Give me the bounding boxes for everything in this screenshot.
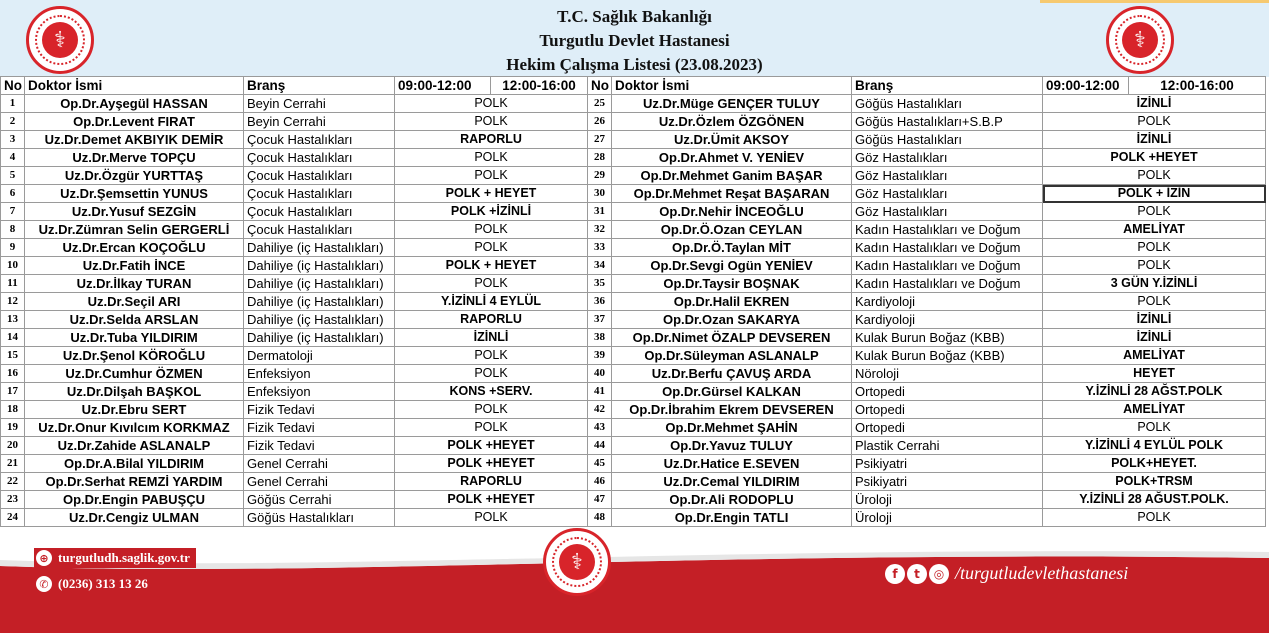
status-cell[interactable]: RAPORLU (395, 473, 588, 491)
status-cell[interactable]: POLK +HEYET (1043, 149, 1266, 167)
row-number[interactable]: 34 (588, 257, 612, 275)
status-cell[interactable]: POLK (1043, 113, 1266, 131)
status-cell[interactable]: POLK (1043, 509, 1266, 527)
social-links (885, 563, 1128, 584)
facebook-icon[interactable]: f (885, 564, 905, 584)
branch-name[interactable]: Fizik Tedavi (244, 437, 395, 455)
row-number[interactable]: 1 (1, 95, 25, 113)
status-cell[interactable]: İZİNLİ (395, 329, 588, 347)
row-number[interactable]: 45 (588, 455, 612, 473)
row-number[interactable]: 9 (1, 239, 25, 257)
status-cell-selected[interactable]: POLK + İZİN (1043, 185, 1266, 203)
table-row (1, 203, 1266, 221)
doctor-name[interactable]: Uz.Dr.Cemal YILDIRIM (612, 473, 852, 491)
row-number[interactable]: 17 (1, 383, 25, 401)
branch-name[interactable]: Göğüs Hastalıkları (852, 131, 1043, 149)
doctor-name[interactable]: Uz.Dr.Şenol KÖROĞLU (25, 347, 244, 365)
doctor-name[interactable]: Op.Dr.Nimet ÖZALP DEVSEREN (612, 329, 852, 347)
doctor-name[interactable]: Op.Dr.İbrahim Ekrem DEVSEREN (612, 401, 852, 419)
branch-name[interactable]: Göğüs Hastalıkları (852, 95, 1043, 113)
status-cell[interactable]: RAPORLU (395, 131, 588, 149)
table-row (1, 221, 1266, 239)
row-number[interactable]: 16 (1, 365, 25, 383)
status-cell[interactable]: AMELİYAT (1043, 221, 1266, 239)
row-number[interactable]: 4 (1, 149, 25, 167)
status-cell[interactable]: POLK (395, 221, 588, 239)
row-number[interactable]: 38 (588, 329, 612, 347)
doctor-name[interactable]: Uz.Dr.Berfu ÇAVUŞ ARDA (612, 365, 852, 383)
status-cell[interactable]: POLK (1043, 239, 1266, 257)
table-row (1, 383, 1266, 401)
table-row (1, 257, 1266, 275)
table-row (1, 509, 1266, 527)
row-number[interactable]: 12 (1, 293, 25, 311)
row-number[interactable]: 28 (588, 149, 612, 167)
branch-name[interactable]: Ortopedi (852, 401, 1043, 419)
twitter-icon[interactable]: t (907, 564, 927, 584)
caduceus-icon: ⚕ (559, 544, 595, 580)
hospital-name: Turgutlu Devlet Hastanesi (539, 31, 730, 50)
col-am[interactable]: 09:00-12:00 (1043, 77, 1129, 95)
doctor-name[interactable]: Uz.Dr.Cumhur ÖZMEN (25, 365, 244, 383)
col-doctor[interactable]: Doktor İsmi (612, 77, 852, 95)
row-number[interactable]: 20 (1, 437, 25, 455)
doctor-name[interactable]: Op.Dr.Engin PABUŞÇU (25, 491, 244, 509)
social-handle[interactable]: /turgutludevlethastanesi (955, 563, 1129, 583)
doctor-name[interactable]: Uz.Dr.Zahide ASLANALP (25, 437, 244, 455)
phone-number[interactable] (34, 574, 154, 594)
row-number[interactable]: 23 (1, 491, 25, 509)
status-cell[interactable]: Y.İZİNLİ 4 EYLÜL (395, 293, 588, 311)
branch-name[interactable]: Psikiyatri (852, 455, 1043, 473)
doctor-name[interactable]: Uz.Dr.Merve TOPÇU (25, 149, 244, 167)
table-row (1, 329, 1266, 347)
table-row (1, 365, 1266, 383)
status-cell[interactable]: HEYET (1043, 365, 1266, 383)
branch-name[interactable]: Genel Cerrahi (244, 455, 395, 473)
status-cell[interactable]: POLK (395, 239, 588, 257)
table-row (1, 293, 1266, 311)
doctor-name[interactable]: Op.Dr.Ahmet V. YENİEV (612, 149, 852, 167)
branch-name[interactable]: Üroloji (852, 491, 1043, 509)
doctor-name[interactable]: Uz.Dr.Ebru SERT (25, 401, 244, 419)
branch-name[interactable]: Çocuk Hastalıkları (244, 203, 395, 221)
doctor-name[interactable]: Op.Dr.Ozan SAKARYA (612, 311, 852, 329)
table-row (1, 239, 1266, 257)
doctor-name[interactable]: Uz.Dr.Özgür YURTTAŞ (25, 167, 244, 185)
table-row (1, 95, 1266, 113)
doctor-name[interactable]: Op.Dr.Levent FIRAT (25, 113, 244, 131)
branch-name[interactable]: Çocuk Hastalıkları (244, 149, 395, 167)
branch-name[interactable]: Kadın Hastalıkları ve Doğum (852, 257, 1043, 275)
phone-icon: ✆ (36, 576, 52, 592)
table-row (1, 473, 1266, 491)
status-cell[interactable]: POLK (395, 419, 588, 437)
branch-name[interactable]: Genel Cerrahi (244, 473, 395, 491)
doctor-name[interactable]: Uz.Dr.Cengiz ULMAN (25, 509, 244, 527)
doctor-name[interactable]: Uz.Dr.Dilşah BAŞKOL (25, 383, 244, 401)
branch-name[interactable]: Kadın Hastalıkları ve Doğum (852, 221, 1043, 239)
status-cell[interactable]: POLK (1043, 203, 1266, 221)
branch-name[interactable]: Dermatoloji (244, 347, 395, 365)
status-cell[interactable]: POLK (1043, 167, 1266, 185)
row-number[interactable]: 10 (1, 257, 25, 275)
status-cell[interactable]: 3 GÜN Y.İZİNLİ (1043, 275, 1266, 293)
table-row (1, 401, 1266, 419)
status-cell[interactable]: İZİNLİ (1043, 311, 1266, 329)
doctor-name[interactable]: Op.Dr.Ayşegül HASSAN (25, 95, 244, 113)
branch-name[interactable]: Nöroloji (852, 365, 1043, 383)
doctor-name[interactable]: Uz.Dr.Seçil ARI (25, 293, 244, 311)
branch-name[interactable]: Kulak Burun Boğaz (KBB) (852, 347, 1043, 365)
doctor-name[interactable]: Uz.Dr.Demet AKBIYIK DEMİR (25, 131, 244, 149)
col-am[interactable]: 09:00-12:00 (395, 77, 491, 95)
branch-name[interactable]: Beyin Cerrahi (244, 95, 395, 113)
doctor-name[interactable]: Op.Dr.Mehmet Ganim BAŞAR (612, 167, 852, 185)
row-number[interactable]: 31 (588, 203, 612, 221)
row-number[interactable]: 36 (588, 293, 612, 311)
doctor-name[interactable]: Op.Dr.Ali RODOPLU (612, 491, 852, 509)
status-cell[interactable]: KONS +SERV. (395, 383, 588, 401)
website-text: turgutludh.saglik.gov.tr (58, 550, 190, 565)
doctor-name[interactable]: Uz.Dr.Şemsettin YUNUS (25, 185, 244, 203)
branch-name[interactable]: Enfeksiyon (244, 383, 395, 401)
doctor-name[interactable]: Uz.Dr.Ümit AKSOY (612, 131, 852, 149)
table-row (1, 491, 1266, 509)
branch-name[interactable]: Göz Hastalıkları (852, 203, 1043, 221)
caduceus-icon: ⚕ (1122, 22, 1158, 58)
row-number[interactable]: 5 (1, 167, 25, 185)
branch-name[interactable]: Kardiyoloji (852, 293, 1043, 311)
doctor-name[interactable]: Op.Dr.Serhat REMZİ YARDIM (25, 473, 244, 491)
row-number[interactable]: 42 (588, 401, 612, 419)
instagram-icon[interactable]: ◎ (929, 564, 949, 584)
status-cell[interactable]: POLK (395, 365, 588, 383)
caduceus-icon: ⚕ (42, 22, 78, 58)
branch-name[interactable]: Çocuk Hastalıkları (244, 167, 395, 185)
branch-name[interactable]: Göz Hastalıkları (852, 185, 1043, 203)
branch-name[interactable]: Çocuk Hastalıkları (244, 131, 395, 149)
status-cell[interactable]: POLK (1043, 257, 1266, 275)
table-row (1, 437, 1266, 455)
branch-name[interactable]: Göz Hastalıkları (852, 149, 1043, 167)
doctor-name[interactable]: Op.Dr.Mehmet ŞAHİN (612, 419, 852, 437)
status-cell[interactable]: POLK (395, 149, 588, 167)
row-number[interactable]: 6 (1, 185, 25, 203)
doctor-name[interactable]: Uz.Dr.Yusuf SEZGİN (25, 203, 244, 221)
table-row (1, 167, 1266, 185)
table-row (1, 275, 1266, 293)
status-cell[interactable]: POLK (1043, 293, 1266, 311)
doctor-name[interactable]: Op.Dr.Süleyman ASLANALP (612, 347, 852, 365)
column-selection-strip (1040, 0, 1269, 3)
branch-name[interactable]: Kulak Burun Boğaz (KBB) (852, 329, 1043, 347)
doctor-name[interactable]: Uz.Dr.Zümran Selin GERGERLİ (25, 221, 244, 239)
list-title: Hekim Çalışma Listesi (23.08.2023) (506, 55, 763, 74)
status-cell[interactable]: POLK (395, 347, 588, 365)
row-number[interactable]: 30 (588, 185, 612, 203)
row-number[interactable]: 25 (588, 95, 612, 113)
status-cell[interactable]: POLK (395, 113, 588, 131)
row-number[interactable]: 8 (1, 221, 25, 239)
table-row (1, 185, 1266, 203)
row-number[interactable]: 18 (1, 401, 25, 419)
branch-name[interactable]: Beyin Cerrahi (244, 113, 395, 131)
row-number[interactable]: 29 (588, 167, 612, 185)
status-cell[interactable]: POLK +HEYET (395, 491, 588, 509)
row-number[interactable]: 37 (588, 311, 612, 329)
status-cell[interactable]: Y.İZİNLİ 28 AĞUST.POLK. (1043, 491, 1266, 509)
doctor-name[interactable]: Op.Dr.Halil EKREN (612, 293, 852, 311)
doctor-name[interactable]: Op.Dr.Mehmet Reşat BAŞARAN (612, 185, 852, 203)
col-branch[interactable]: Branş (852, 77, 1043, 95)
table-row (1, 131, 1266, 149)
row-number[interactable]: 40 (588, 365, 612, 383)
branch-name[interactable]: Dahiliye (iç Hastalıkları) (244, 329, 395, 347)
col-pm[interactable]: 12:00-16:00 (1129, 77, 1266, 95)
status-cell[interactable]: İZİNLİ (1043, 131, 1266, 149)
branch-name[interactable]: Plastik Cerrahi (852, 437, 1043, 455)
doctor-name[interactable]: Op.Dr.Gürsel KALKAN (612, 383, 852, 401)
ministry-title: T.C. Sağlık Bakanlığı (557, 7, 712, 26)
doctor-name[interactable]: Op.Dr.Taysir BOŞNAK (612, 275, 852, 293)
doctor-name[interactable]: Op.Dr.Ö.Ozan CEYLAN (612, 221, 852, 239)
row-number[interactable]: 26 (588, 113, 612, 131)
branch-name[interactable]: Fizik Tedavi (244, 419, 395, 437)
branch-name[interactable]: Psikiyatri (852, 473, 1043, 491)
table-row (1, 149, 1266, 167)
row-number[interactable]: 27 (588, 131, 612, 149)
table-row (1, 113, 1266, 131)
status-cell[interactable]: Y.İZİNLİ 28 AĞST.POLK (1043, 383, 1266, 401)
status-cell[interactable]: POLK (1043, 419, 1266, 437)
row-number[interactable]: 15 (1, 347, 25, 365)
doctor-name[interactable]: Uz.Dr.Ercan KOÇOĞLU (25, 239, 244, 257)
branch-name[interactable]: Dahiliye (iç Hastalıkları) (244, 257, 395, 275)
status-cell[interactable]: İZİNLİ (1043, 95, 1266, 113)
row-number[interactable]: 14 (1, 329, 25, 347)
status-cell[interactable]: RAPORLU (395, 311, 588, 329)
doctor-name[interactable]: Op.Dr.Yavuz TULUY (612, 437, 852, 455)
row-number[interactable]: 2 (1, 113, 25, 131)
status-cell[interactable]: İZİNLİ (1043, 329, 1266, 347)
branch-name[interactable]: Göğüs Hastalıkları (244, 509, 395, 527)
status-cell[interactable]: POLK +HEYET (395, 437, 588, 455)
branch-name[interactable]: Ortopedi (852, 419, 1043, 437)
col-doctor[interactable]: Doktor İsmi (25, 77, 244, 95)
branch-name[interactable]: Üroloji (852, 509, 1043, 527)
doctor-name[interactable]: Op.Dr.Sevgi Ogün YENİEV (612, 257, 852, 275)
row-number[interactable]: 7 (1, 203, 25, 221)
table-row (1, 419, 1266, 437)
globe-icon: ⊕ (36, 550, 52, 566)
row-number[interactable]: 41 (588, 383, 612, 401)
branch-name[interactable]: Fizik Tedavi (244, 401, 395, 419)
col-pm[interactable]: 12:00-16:00 (491, 77, 588, 95)
branch-name[interactable]: Dahiliye (iç Hastalıkları) (244, 275, 395, 293)
status-cell[interactable]: POLK + HEYET (395, 185, 588, 203)
website-link[interactable] (34, 548, 196, 568)
table-row (1, 455, 1266, 473)
doctor-name[interactable]: Uz.Dr.Tuba YILDIRIM (25, 329, 244, 347)
doctor-name[interactable]: Op.Dr.Engin TATLI (612, 509, 852, 527)
status-cell[interactable]: POLK (395, 275, 588, 293)
doctor-name[interactable]: Op.Dr.Nehir İNCEOĞLU (612, 203, 852, 221)
status-cell[interactable]: POLK+TRSM (1043, 473, 1266, 491)
row-number[interactable]: 33 (588, 239, 612, 257)
status-cell[interactable]: POLK (395, 509, 588, 527)
row-number[interactable]: 46 (588, 473, 612, 491)
table-header-row (1, 77, 1266, 95)
row-number[interactable]: 47 (588, 491, 612, 509)
doctor-name[interactable]: Uz.Dr.İlkay TURAN (25, 275, 244, 293)
phone-text: (0236) 313 13 26 (58, 576, 148, 591)
status-cell[interactable]: AMELİYAT (1043, 347, 1266, 365)
doctor-name[interactable]: Uz.Dr.Müge GENÇER TULUY (612, 95, 852, 113)
branch-name[interactable]: Göğüs Hastalıkları+S.B.P (852, 113, 1043, 131)
branch-name[interactable]: Enfeksiyon (244, 365, 395, 383)
col-no[interactable]: No (1, 77, 25, 95)
row-number[interactable]: 48 (588, 509, 612, 527)
row-number[interactable]: 3 (1, 131, 25, 149)
branch-name[interactable]: Kadın Hastalıkları ve Doğum (852, 275, 1043, 293)
status-cell[interactable]: POLK + HEYET (395, 257, 588, 275)
table-row (1, 311, 1266, 329)
schedule-table (0, 76, 1266, 527)
row-number[interactable]: 19 (1, 419, 25, 437)
row-number[interactable]: 35 (588, 275, 612, 293)
status-cell[interactable]: POLK +HEYET (395, 455, 588, 473)
branch-name[interactable]: Göğüs Cerrahi (244, 491, 395, 509)
row-number[interactable]: 11 (1, 275, 25, 293)
branch-name[interactable]: Kadın Hastalıkları ve Doğum (852, 239, 1043, 257)
col-no[interactable]: No (588, 77, 612, 95)
branch-name[interactable]: Kardiyoloji (852, 311, 1043, 329)
status-cell[interactable]: POLK (395, 95, 588, 113)
row-number[interactable]: 21 (1, 455, 25, 473)
doctor-name[interactable]: Uz.Dr.Onur Kıvılcım KORKMAZ (25, 419, 244, 437)
status-cell[interactable]: POLK+HEYET. (1043, 455, 1266, 473)
row-number[interactable]: 24 (1, 509, 25, 527)
row-number[interactable]: 32 (588, 221, 612, 239)
branch-name[interactable]: Göz Hastalıkları (852, 167, 1043, 185)
row-number[interactable]: 22 (1, 473, 25, 491)
col-branch[interactable]: Branş (244, 77, 395, 95)
branch-name[interactable]: Çocuk Hastalıkları (244, 185, 395, 203)
status-cell[interactable]: POLK (395, 167, 588, 185)
row-number[interactable]: 13 (1, 311, 25, 329)
branch-name[interactable]: Dahiliye (iç Hastalıkları) (244, 293, 395, 311)
branch-name[interactable]: Dahiliye (iç Hastalıkları) (244, 311, 395, 329)
status-cell[interactable]: POLK (395, 401, 588, 419)
branch-name[interactable]: Çocuk Hastalıkları (244, 221, 395, 239)
status-cell[interactable]: POLK +İZİNLİ (395, 203, 588, 221)
status-cell[interactable]: AMELİYAT (1043, 401, 1266, 419)
row-number[interactable]: 39 (588, 347, 612, 365)
doctor-name[interactable]: Op.Dr.A.Bilal YILDIRIM (25, 455, 244, 473)
table-row (1, 347, 1266, 365)
doctor-name[interactable]: Op.Dr.Ö.Taylan MİT (612, 239, 852, 257)
branch-name[interactable]: Dahiliye (iç Hastalıkları) (244, 239, 395, 257)
row-number[interactable]: 43 (588, 419, 612, 437)
branch-name[interactable]: Ortopedi (852, 383, 1043, 401)
doctor-name[interactable]: Uz.Dr.Fatih İNCE (25, 257, 244, 275)
ministry-logo-footer (543, 528, 611, 596)
doctor-name[interactable]: Uz.Dr.Selda ARSLAN (25, 311, 244, 329)
doctor-name[interactable]: Uz.Dr.Hatice E.SEVEN (612, 455, 852, 473)
doctor-name[interactable]: Uz.Dr.Özlem ÖZGÖNEN (612, 113, 852, 131)
status-cell[interactable]: Y.İZİNLİ 4 EYLÜL POLK (1043, 437, 1266, 455)
row-number[interactable]: 44 (588, 437, 612, 455)
